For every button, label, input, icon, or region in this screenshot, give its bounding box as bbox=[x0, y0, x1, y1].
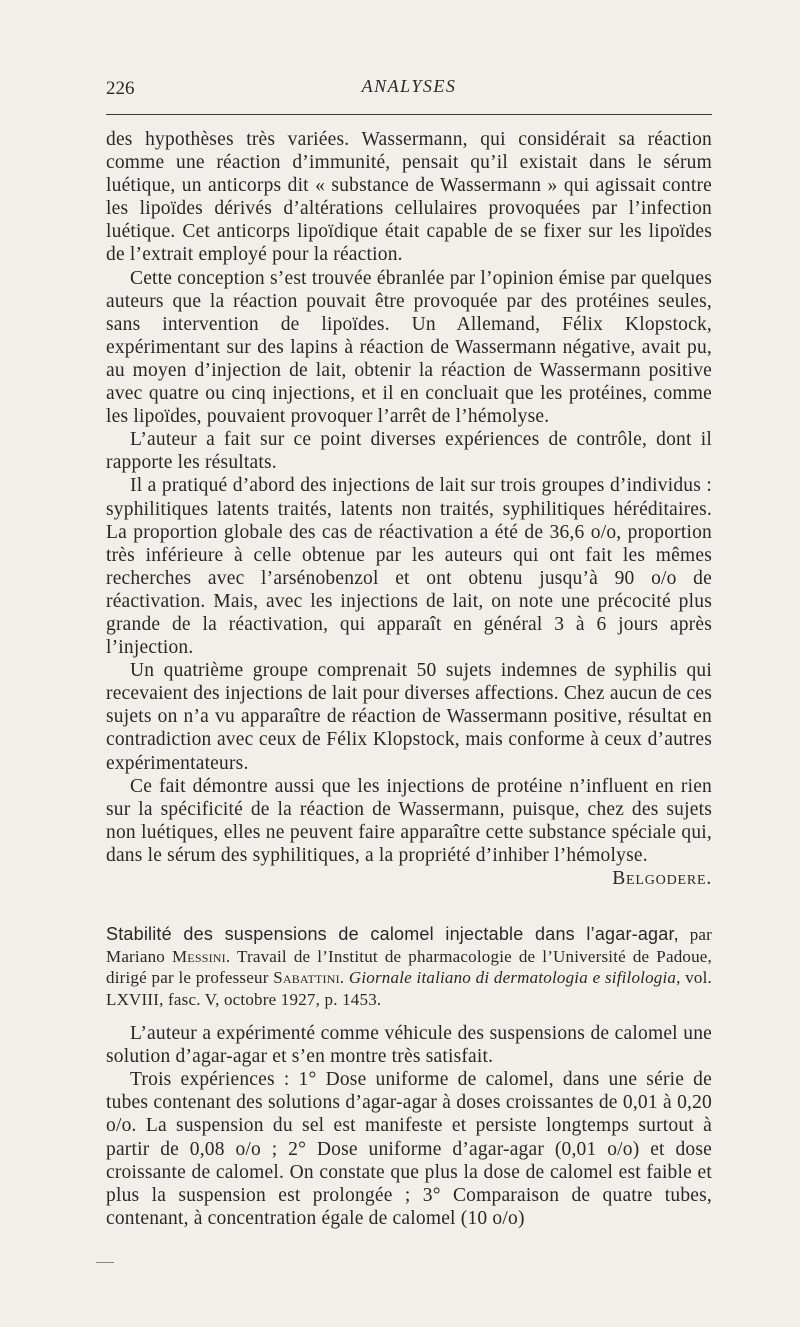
paragraph: des hypothèses très variées. Wassermann, qui considérait sa réaction comme une réaction d’immunité, pensait qu’il existait dans le sérum luétique, un anticorps dit « substance de Wassermann » qui agissait contre les lipoïdes dérivés d’altérations cellulaires provoquées par l’infection luétique. Cet anticorps lipoïdique était capable de se fixer sur les lipoïdes de l’extrait employé pour la réaction. bbox=[106, 129, 712, 266]
running-head bbox=[106, 76, 712, 102]
affiliation: . Travail de l’Institut de pharmacologie de l’Université de Padoue, dirigé par le professeur bbox=[106, 946, 712, 988]
header-rule bbox=[106, 114, 712, 115]
page-number: 226 bbox=[106, 78, 135, 99]
stray-mark bbox=[96, 1262, 114, 1263]
separator: . bbox=[339, 968, 349, 988]
paragraph: L’auteur a expérimenté comme véhicule des suspensions de calomel une solution d’agar-agar et s’en montre très satisfait. bbox=[106, 1023, 712, 1068]
paragraph-text: Ce fait démontre aussi que les injections de protéine n’influent en rien sur la spécificité de la réaction de Wassermann, puisque, chez des sujets non luétiques, elles ne peuvent faire apparaître cette substance spéciale qui, dans le sérum des syphilitiques, a la propriété d’inhiber l’hémolyse. bbox=[106, 775, 712, 866]
by-text: par Mariano bbox=[106, 925, 712, 966]
reviewer-signature: Belgodere. bbox=[612, 868, 712, 889]
paragraph-last bbox=[106, 775, 712, 889]
running-title: ANALYSES bbox=[361, 76, 457, 96]
paragraph: Trois expériences : 1° Dose uniforme de calomel, dans une série de tubes contenant des solutions d’agar-agar à doses croissantes de 0,01 à 0,20 o/o. La suspension du sel est manifeste et persiste longtemps surtout à partir de 0,08 o/o ; 2° Dose uniforme d’agar-agar (0,01 o/o) et dose croissante de calomel. On constate que plus la dose de calomel est faible et plus la suspension est prolongée ; 3° Comparaison de quatre tubes, contenant, à concentration égale de calomel (10 o/o) bbox=[106, 1069, 712, 1229]
paragraph: Il a pratiqué d’abord des injections de lait sur trois groupes d’individus : syphilitiques latents traités, latents non traités, syphilitiques héréditaires. La proportion globale des cas de réactivation a été de 36,6 o/o, proportion très inférieure à celle obtenue par les auteurs qui ont fait les mêmes recherches avec l’arsénobenzol et ont obtenu jusqu’à 90 o/o de réactivation. Mais, avec les injections de lait, on note une précocité plus grande de la réactivation, qui apparaît en général 3 à 6 jours après l’injection. bbox=[106, 475, 712, 659]
director-name: Sabattini bbox=[273, 968, 340, 988]
paragraph: L’auteur a fait sur ce point diverses expériences de contrôle, dont il rapporte les résultats. bbox=[106, 429, 712, 474]
article-title bbox=[106, 924, 712, 1010]
review-wassermann bbox=[106, 128, 712, 890]
author-surname: Messini bbox=[171, 946, 226, 966]
paragraph: Cette conception s’est trouvée ébranlée par l’opinion émise par quelques auteurs que la réaction pouvait être provoquée par des protéines seules, sans intervention de lipoïdes. Un Allemand, Félix Klopstock, expérimentant sur des lapins à réaction de Wassermann négative, avait pu, au moyen d’injection de lait, obtenir la réaction de Wassermann positive avec quatre ou cinq injections, et il en concluait que les protéines, comme les lipoïdes, pouvaient provoquer l’arrêt de l’hémolyse. bbox=[106, 267, 712, 428]
journal-name: Giornale italiano di dermatologia e sifilologia bbox=[348, 968, 677, 988]
page-body bbox=[106, 128, 712, 1230]
citation: , vol. LXVIII, fasc. V, octobre 1927, p. 1453. bbox=[106, 968, 712, 1009]
article-title-lead: Stabilité des suspensions de calomel injectable dans l’agar-agar, bbox=[106, 924, 679, 945]
paragraph: Un quatrième groupe comprenait 50 sujets indemnes de syphilis qui recevaient des injections de lait pour diverses affections. Chez aucun de ces sujets on n’a vu apparaître de réaction de Wassermann positive, résultat en contradiction avec ceux de Félix Klopstock, mais conforme à ceux d’autres expérimentateurs. bbox=[106, 660, 712, 774]
review-calomel bbox=[106, 924, 712, 1230]
